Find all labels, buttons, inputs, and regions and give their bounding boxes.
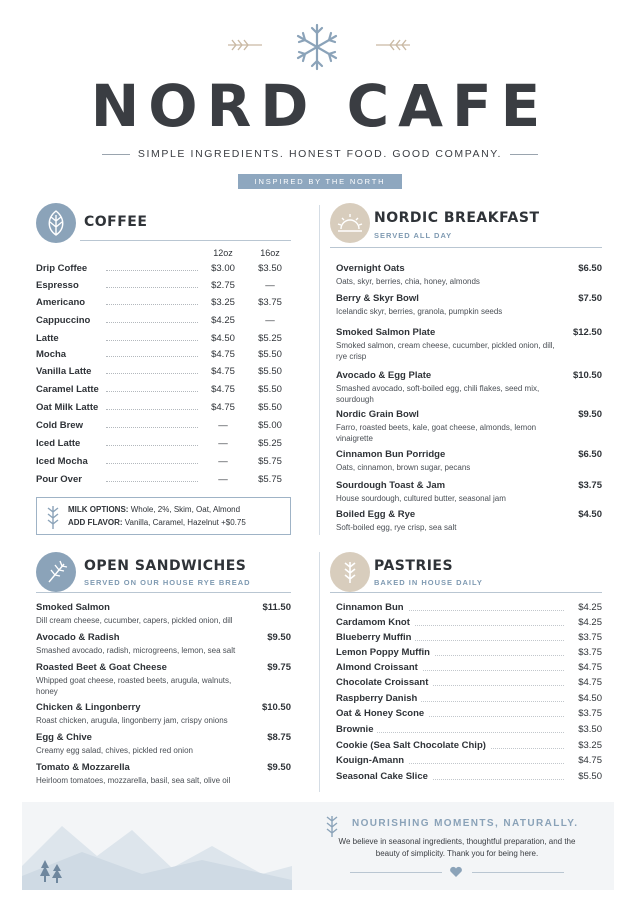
menu-item — [336, 370, 566, 405]
pastry-price: $3.75 — [578, 708, 602, 719]
size-16oz-header: 16oz — [260, 248, 280, 258]
item-description: Smashed avocado, soft-boiled egg, chili flakes, seed mix, sourdough — [336, 384, 540, 404]
price-16oz: $3.50 — [258, 263, 282, 274]
wheat-right-icon — [374, 38, 410, 52]
tagline-rule-left — [102, 154, 130, 155]
item-name: Chicken & Lingonberry — [36, 702, 141, 713]
pastry-name: Cinnamon Bun — [336, 602, 408, 613]
item-description: Smashed avocado, radish, microgreens, lemon, sea salt — [36, 646, 236, 655]
size-12oz-header: 12oz — [213, 248, 233, 258]
price-16oz: $5.50 — [258, 349, 282, 360]
tagline-row — [102, 146, 538, 162]
sandwich-wheat-icon — [36, 552, 76, 592]
coffee-name: Americano — [36, 297, 86, 308]
item-price: $10.50 — [261, 702, 291, 713]
pastry-row — [336, 647, 602, 661]
coffee-name: Vanilla Latte — [36, 366, 92, 377]
pastry-price: $4.75 — [578, 755, 602, 766]
pastry-name: Brownie — [336, 724, 377, 735]
item-description: Creamy egg salad, chives, pickled red onion — [36, 746, 193, 755]
item-name: Smoked Salmon Plate — [336, 327, 436, 338]
item-description: Icelandic skyr, berries, granola, pumpkin seeds — [336, 307, 503, 316]
sandwiches-rule — [36, 592, 291, 593]
coffee-name: Oat Milk Latte — [36, 402, 99, 413]
item-price: $3.75 — [578, 480, 602, 491]
price-12oz: $4.75 — [198, 366, 248, 377]
pastry-price: $5.50 — [578, 771, 602, 782]
footer-text: We believe in seasonal ingredients, thoughtful preparation, and the beauty of simplicity. Thank you for being here. — [338, 837, 576, 858]
pastry-price: $4.25 — [578, 617, 602, 628]
pastry-row — [336, 677, 602, 691]
menu-item — [336, 293, 566, 317]
coffee-row — [36, 384, 286, 398]
pastry-price: $3.75 — [578, 632, 602, 643]
milk-options-text: Whole, 2%, Skim, Oat, Almond — [130, 505, 241, 514]
item-name: Tomato & Mozzarella — [36, 762, 130, 773]
coffee-row — [36, 315, 286, 329]
item-price: $9.50 — [267, 632, 291, 643]
pastry-price: $4.75 — [578, 677, 602, 688]
menu-item — [36, 702, 254, 726]
item-price: $10.50 — [572, 370, 602, 381]
coffee-name: Iced Mocha — [36, 456, 88, 467]
price-12oz: $4.25 — [198, 315, 248, 326]
item-name: Egg & Chive — [36, 732, 92, 743]
price-12oz: $3.25 — [198, 297, 248, 308]
breakfast-rule — [330, 247, 602, 248]
price-16oz: $5.25 — [258, 438, 282, 449]
pastry-row — [336, 602, 602, 616]
item-price: $9.50 — [267, 762, 291, 773]
breakfast-subtitle: SERVED ALL DAY — [374, 231, 453, 240]
pastry-row — [336, 755, 602, 769]
coffee-name: Mocha — [36, 349, 67, 360]
menu-item — [336, 327, 566, 362]
column-divider-top — [319, 205, 320, 535]
pastries-subtitle: BAKED IN HOUSE DAILY — [374, 578, 483, 587]
price-16oz: — — [265, 280, 275, 291]
coffee-name: Cappuccino — [36, 315, 91, 326]
mountains-illustration — [22, 816, 292, 890]
coffee-row — [36, 349, 286, 363]
item-description: Oats, skyr, berries, chia, honey, almonds — [336, 277, 480, 286]
item-name: Sourdough Toast & Jam — [336, 480, 446, 491]
price-16oz: $5.50 — [258, 402, 282, 413]
pastry-row — [336, 724, 602, 738]
milk-options-line — [68, 505, 240, 514]
item-price: $6.50 — [578, 263, 602, 274]
pastry-name: Cardamom Knot — [336, 617, 414, 628]
pastry-name: Almond Croissant — [336, 662, 422, 673]
pastry-row — [336, 662, 602, 676]
coffee-row — [36, 420, 286, 434]
coffee-row — [36, 456, 286, 470]
item-description: Soft-boiled egg, rye crisp, sea salt — [336, 523, 457, 532]
sandwiches-subtitle: SERVED ON OUR HOUSE RYE BREAD — [84, 578, 251, 587]
pastry-row — [336, 771, 602, 785]
price-12oz: $4.75 — [198, 349, 248, 360]
item-name: Roasted Beet & Goat Cheese — [36, 662, 167, 673]
menu-item — [36, 632, 254, 656]
coffee-row — [36, 402, 286, 416]
coffee-row — [36, 280, 286, 294]
pastry-row — [336, 693, 602, 707]
item-description: Oats, cinnamon, brown sugar, pecans — [336, 463, 471, 472]
milk-options-label: MILK OPTIONS: — [68, 505, 129, 514]
pastry-name: Seasonal Cake Slice — [336, 771, 432, 782]
footer-title: NOURISHING MOMENTS, NATURALLY. — [352, 818, 579, 829]
inspired-ribbon: INSPIRED BY THE NORTH — [238, 174, 402, 189]
price-12oz: $4.75 — [198, 384, 248, 395]
item-price: $4.50 — [578, 509, 602, 520]
price-12oz: $4.50 — [198, 333, 248, 344]
item-description: Smoked salmon, cream cheese, cucumber, pickled onion, dill, rye crisp — [336, 341, 555, 361]
menu-item — [336, 263, 566, 287]
coffee-row — [36, 438, 286, 452]
menu-item — [36, 662, 254, 697]
item-description: Roast chicken, arugula, lingonberry jam, crispy onions — [36, 716, 228, 725]
price-16oz: $5.00 — [258, 420, 282, 431]
heart-icon — [449, 866, 463, 878]
menu-item — [336, 480, 566, 504]
menu-item — [336, 409, 566, 444]
pastry-name: Kouign-Amann — [336, 755, 408, 766]
pastry-price: $3.25 — [578, 740, 602, 751]
item-description: Farro, roasted beets, kale, goat cheese, almonds, lemon vinaigrette — [336, 423, 537, 443]
wheat-icon — [45, 504, 61, 530]
coffee-leaf-icon — [36, 203, 76, 243]
item-price: $9.50 — [578, 409, 602, 420]
item-name: Smoked Salmon — [36, 602, 110, 613]
price-16oz: $5.75 — [258, 474, 282, 485]
pastries-rule — [330, 592, 602, 593]
menu-item — [336, 449, 566, 473]
coffee-name: Pour Over — [36, 474, 82, 485]
coffee-name: Latte — [36, 333, 59, 344]
pastries-title: PASTRIES — [374, 558, 454, 574]
menu-item — [36, 762, 254, 786]
coffee-name: Iced Latte — [36, 438, 81, 449]
price-12oz: $3.00 — [198, 263, 248, 274]
pastry-price: $4.25 — [578, 602, 602, 613]
item-price: $7.50 — [578, 293, 602, 304]
item-name: Overnight Oats — [336, 263, 405, 274]
cafe-title: NORD CAFE — [90, 72, 550, 140]
price-12oz: — — [198, 420, 248, 431]
coffee-row — [36, 366, 286, 380]
coffee-row — [36, 297, 286, 311]
price-16oz: — — [265, 315, 275, 326]
pastry-wheat-icon — [330, 552, 370, 592]
tagline: SIMPLE INGREDIENTS. HONEST FOOD. GOOD COMPANY. — [137, 148, 503, 160]
pastry-row — [336, 632, 602, 646]
coffee-row — [36, 263, 286, 277]
menu-item — [36, 602, 254, 626]
column-divider-bottom — [319, 552, 320, 792]
price-12oz: — — [198, 456, 248, 467]
coffee-title: COFFEE — [84, 214, 148, 230]
pastry-name: Chocolate Croissant — [336, 677, 432, 688]
price-16oz: $5.50 — [258, 384, 282, 395]
price-12oz: — — [198, 438, 248, 449]
item-description: Dill cream cheese, cucumber, capers, pickled onion, dill — [36, 616, 233, 625]
price-12oz: $2.75 — [198, 280, 248, 291]
pastry-name: Blueberry Muffin — [336, 632, 415, 643]
coffee-name: Caramel Latte — [36, 384, 99, 395]
sandwiches-title: OPEN SANDWICHES — [84, 558, 247, 574]
footer-rule-left — [350, 872, 442, 873]
item-name: Nordic Grain Bowl — [336, 409, 419, 420]
item-name: Cinnamon Bun Porridge — [336, 449, 446, 460]
pastry-price: $3.50 — [578, 724, 602, 735]
pastry-price: $4.50 — [578, 693, 602, 704]
item-price: $12.50 — [572, 327, 602, 338]
price-16oz: $5.25 — [258, 333, 282, 344]
pastry-name: Cookie (Sea Salt Chocolate Chip) — [336, 740, 490, 751]
sunrise-icon — [330, 203, 370, 243]
item-price: $9.75 — [267, 662, 291, 673]
breakfast-title: NORDIC BREAKFAST — [374, 210, 540, 226]
add-flavor-text: Vanilla, Caramel, Hazelnut +$0.75 — [124, 518, 246, 527]
coffee-name: Espresso — [36, 280, 79, 291]
pastry-price: $4.75 — [578, 662, 602, 673]
pastry-row — [336, 617, 602, 631]
item-name: Berry & Skyr Bowl — [336, 293, 419, 304]
coffee-name: Cold Brew — [36, 420, 83, 431]
item-description: Whipped goat cheese, roasted beets, arugula, walnuts, honey — [36, 676, 232, 696]
item-name: Avocado & Egg Plate — [336, 370, 432, 381]
snowflake-icon — [292, 22, 342, 72]
coffee-name: Drip Coffee — [36, 263, 88, 274]
item-description: Heirloom tomatoes, mozzarella, basil, sea salt, olive oil — [36, 776, 231, 785]
item-name: Boiled Egg & Rye — [336, 509, 416, 520]
pastry-row — [336, 740, 602, 754]
coffee-row — [36, 333, 286, 347]
menu-item — [36, 732, 254, 756]
tagline-rule-right — [510, 154, 538, 155]
pastry-name: Oat & Honey Scone — [336, 708, 428, 719]
item-price: $8.75 — [267, 732, 291, 743]
wheat-left-icon — [228, 38, 264, 52]
price-12oz: — — [198, 474, 248, 485]
item-price: $11.50 — [262, 602, 291, 613]
item-description: House sourdough, cultured butter, seasonal jam — [336, 494, 506, 503]
pastry-price: $3.75 — [578, 647, 602, 658]
price-12oz: $4.75 — [198, 402, 248, 413]
pastry-name: Lemon Poppy Muffin — [336, 647, 434, 658]
add-flavor-line — [68, 518, 246, 527]
pastry-row — [336, 708, 602, 722]
milk-options-box — [36, 497, 291, 535]
coffee-row — [36, 474, 286, 488]
coffee-rule — [80, 240, 291, 241]
price-16oz: $5.75 — [258, 456, 282, 467]
pastry-name: Raspberry Danish — [336, 693, 421, 704]
menu-item — [336, 509, 566, 533]
add-flavor-label: ADD FLAVOR: — [68, 518, 123, 527]
footer-wheat-icon — [324, 814, 340, 838]
item-price: $6.50 — [578, 449, 602, 460]
price-16oz: $5.50 — [258, 366, 282, 377]
item-name: Avocado & Radish — [36, 632, 120, 643]
footer-rule-right — [472, 872, 564, 873]
price-16oz: $3.75 — [258, 297, 282, 308]
